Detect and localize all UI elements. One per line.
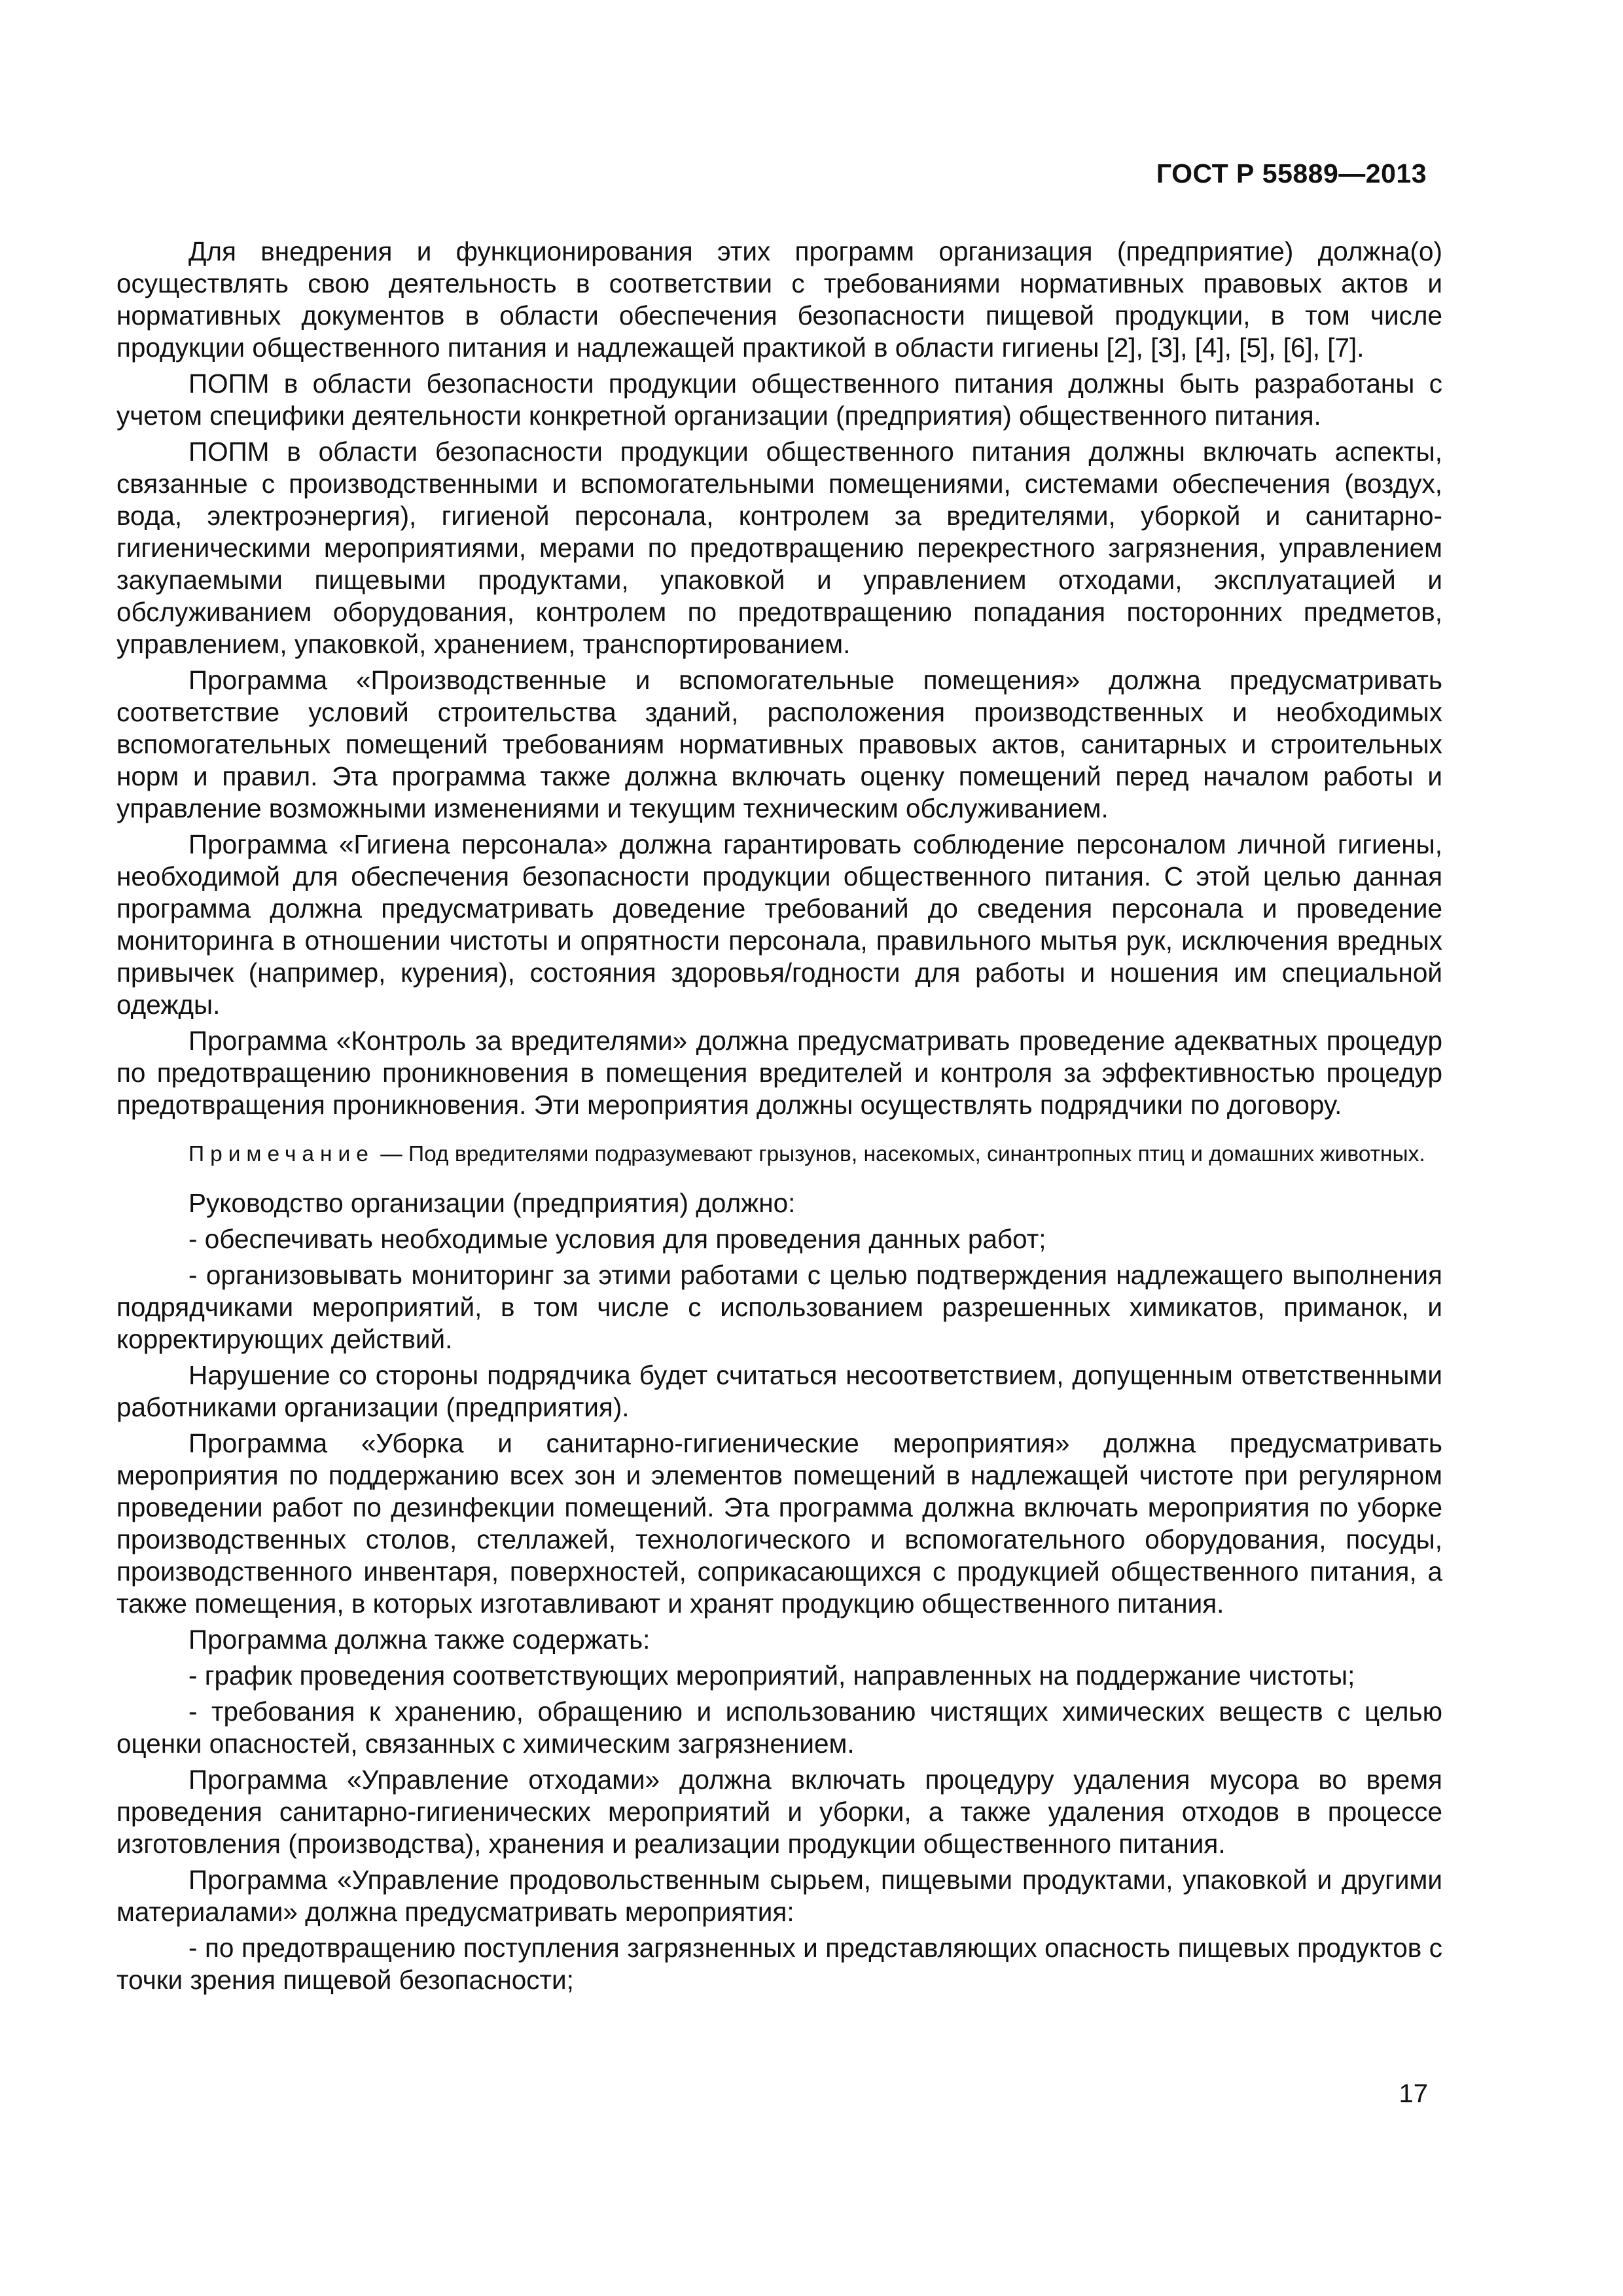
note-text: — Под вредителями подразумевают грызунов, насекомых, синантропных птиц и домашних животных. xyxy=(374,1142,1425,1166)
note-label: Примечание xyxy=(188,1142,374,1166)
paragraph: Программа должна также содержать: xyxy=(188,1624,651,1655)
list-item: - обеспечивать необходимые условия для проведения данных работ; xyxy=(188,1224,1046,1254)
list-item: - по предотвращению поступления загрязненных и представляющих опасность пищевых продуктов с точки зрения пищевой безопасности; xyxy=(116,1933,1442,1995)
document-header: ГОСТ Р 55889—2013 xyxy=(1156,158,1427,188)
document-body xyxy=(116,236,1442,2000)
note xyxy=(116,1139,1442,1169)
paragraph: Руководство организации (предприятия) должно: xyxy=(188,1188,796,1218)
page-number: 17 xyxy=(1399,2079,1428,2108)
list-item: - организовывать мониторинг за этими работами с целью подтверждения надлежащего выполнения подрядчиками мероприятий, в том числе с использованием разрешенных химикатов, приманок, и корректирующих действий. xyxy=(116,1260,1442,1354)
paragraph: Программа «Управление отходами» должна включать процедуру удаления мусора во время проведения санитарно-гигиенических мероприятий и уборки, а также удаления отходов в процессе изготовления (производства), хранения и реализации продукции общественного питания. xyxy=(116,1765,1442,1859)
list-item: - график проведения соответствующих мероприятий, направленных на поддержание чистоты; xyxy=(188,1660,1355,1691)
paragraph: ПОПМ в области безопасности продукции общественного питания должны быть разработаны с учетом специфики деятельности конкретной организации (предприятия) общественного питания. xyxy=(116,368,1442,431)
list-item: - требования к хранению, обращению и использованию чистящих химических веществ с целью оценки опасностей, связанных с химическим загрязнением. xyxy=(116,1696,1442,1759)
paragraph: Программа «Производственные и вспомогательные помещения» должна предусматривать соответствие условий строительства зданий, расположения производственных и необходимых вспомогательных помещений требованиям нормативных правовых актов, санитарных и строительных норм и правил. Эта программа также должна включать оценку помещений перед началом работы и управление возможными изменениями и текущим техническим обслуживанием. xyxy=(116,665,1442,823)
paragraph: Программа «Уборка и санитарно-гигиенические мероприятия» должна предусматривать мероприятия по поддержанию всех зон и элементов помещений в надлежащей чистоте при регулярном проведении работ по дезинфекции помещений. Эта программа должна включать мероприятия по уборке производственных столов, стеллажей, технологического и вспомогательного оборудования, посуды, производственного инвентаря, поверхностей, соприкасающихся с продукцией общественного питания, а также помещения, в которых изготавливают и хранят продукцию общественного питания. xyxy=(116,1428,1442,1619)
paragraph: Программа «Контроль за вредителями» должна предусматривать проведение адекватных процедур по предотвращению проникновения в помещения вредителей и контроля за эффективностью процедур предотвращения проникновения. Эти мероприятия должны осуществлять подрядчики по договору. xyxy=(116,1026,1442,1120)
paragraph: Программа «Гигиена персонала» должна гарантировать соблюдение персоналом личной гигиены, необходимой для обеспечения безопасности продукции общественного питания. С этой целью данная программа должна предусматривать доведение требований до сведения персонала и проведение мониторинга в отношении чистоты и опрятности персонала, правильного мытья рук, исключения вредных привычек (например, курения), состояния здоровья/годности для работы и ношения им специальной одежды. xyxy=(116,829,1442,1020)
paragraph: ПОПМ в области безопасности продукции общественного питания должны включать аспекты, связанные с производственными и вспомогательными помещениями, системами обеспечения (воздух, вода, электроэнергия), гигиеной персонала, контролем за вредителями, уборкой и санитарно-гигиеническими мероприятиями, мерами по предотвращению перекрестного загрязнения, управлением закупаемыми пищевыми продуктами, упаковкой и управлением отходами, эксплуатацией и обслуживанием оборудования, контролем по предотвращению попадания посторонних предметов, управлением, упаковкой, хранением, транспортированием. xyxy=(116,437,1442,659)
paragraph: Программа «Управление продовольственным сырьем, пищевыми продуктами, упаковкой и другими материалами» должна предусматривать мероприятия: xyxy=(116,1865,1442,1927)
paragraph: Для внедрения и функционирования этих программ организация (предприятие) должна(о) осуществлять свою деятельность в соответствии с требованиями нормативных правовых актов и нормативных документов в области обеспечения безопасности пищевой продукции, в том числе продукции общественного питания и надлежащей практикой в области гигиены [2], [3], [4], [5], [6], [7]. xyxy=(116,236,1442,363)
paragraph: Нарушение со стороны подрядчика будет считаться несоответствием, допущенным ответственными работниками организации (предприятия). xyxy=(116,1360,1442,1422)
